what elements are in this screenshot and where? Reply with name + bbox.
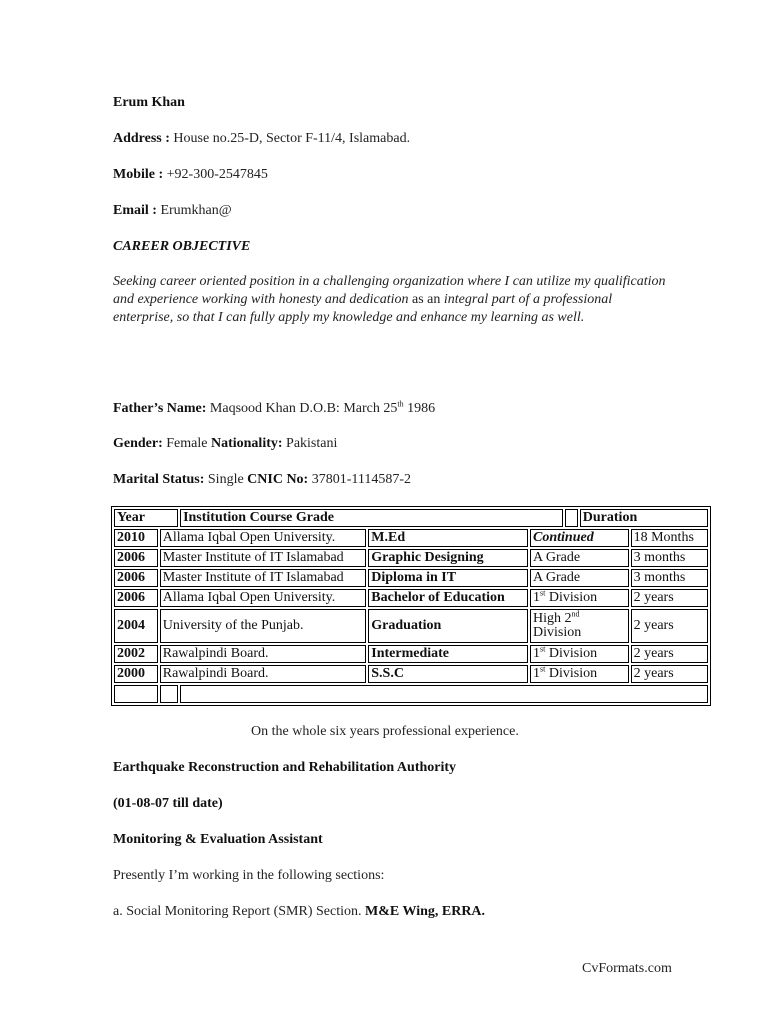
career-objective-heading: CAREER OBJECTIVE	[113, 239, 251, 254]
marital-value: Single	[207, 472, 244, 487]
duration-cell: 3 months	[631, 569, 708, 587]
address-line	[113, 131, 410, 147]
institution-cell: Rawalpindi Board.	[160, 645, 367, 663]
institution-cell: Rawalpindi Board.	[160, 665, 367, 683]
nationality-value: Pakistani	[286, 436, 338, 451]
duration-cell: 2 years	[631, 645, 708, 663]
duration-cell: 3 months	[631, 549, 708, 567]
father-value: Maqsood Khan	[209, 401, 296, 416]
course-cell: Graduation	[368, 609, 528, 643]
section-item-a-text: a. Social Monitoring Report (SMR) Section.	[113, 904, 362, 919]
duration-cell: 18 Months	[631, 529, 708, 547]
table-row	[114, 549, 708, 567]
course-cell: Graphic Designing	[368, 549, 528, 567]
father-dob-line	[113, 401, 435, 417]
dob-value: March 25th 1986	[343, 399, 436, 416]
marital-cnic-line	[113, 472, 411, 488]
empty-cell	[114, 685, 158, 703]
header-spacer	[565, 509, 578, 527]
table-empty-row	[114, 685, 708, 703]
year-cell: 2006	[114, 589, 158, 607]
table-row	[114, 609, 708, 643]
course-cell: Intermediate	[368, 645, 528, 663]
institution-cell: Master Institute of IT Islamabad	[160, 549, 367, 567]
table-row	[114, 665, 708, 683]
table-row	[114, 529, 708, 547]
gender-value: Female	[166, 436, 208, 451]
gender-label: Gender:	[113, 436, 163, 451]
nationality-label: Nationality:	[210, 436, 283, 451]
education-table	[111, 506, 711, 706]
email-line	[113, 203, 232, 219]
empty-cell	[180, 685, 708, 703]
grade-cell: Continued	[530, 529, 629, 547]
duration-cell: 2 years	[631, 609, 708, 643]
institution-cell: Allama Iqbal Open University.	[160, 529, 367, 547]
institution-cell: University of the Punjab.	[160, 609, 367, 643]
course-cell: S.S.C	[368, 665, 528, 683]
year-cell: 2010	[114, 529, 158, 547]
experience-summary: On the whole six years professional experience.	[251, 724, 519, 739]
header-duration: Duration	[580, 509, 708, 527]
objective-text-2: as an	[412, 292, 441, 307]
institution-cell: Master Institute of IT Islamabad	[160, 569, 367, 587]
grade-cell: High 2nd Division	[530, 609, 629, 643]
mobile-value: +92-300-2547845	[166, 167, 268, 182]
course-cell: Diploma in IT	[368, 569, 528, 587]
sections-intro: Presently I’m working in the following sections:	[113, 868, 385, 883]
year-cell: 2006	[114, 569, 158, 587]
job-position: Monitoring & Evaluation Assistant	[113, 832, 323, 847]
footer-watermark: CvFormats.com	[582, 961, 672, 976]
gender-nationality-line	[113, 436, 337, 452]
empty-cell	[160, 685, 178, 703]
marital-label: Marital Status:	[113, 472, 205, 487]
section-item-a-wing: M&E Wing, ERRA.	[364, 904, 486, 919]
header-institution: Institution Course Grade	[180, 509, 563, 527]
year-cell: 2002	[114, 645, 158, 663]
email-value: Erumkhan@	[160, 203, 232, 218]
table-row	[114, 589, 708, 607]
header-year: Year	[114, 509, 178, 527]
grade-cell: 1st Division	[530, 665, 629, 683]
objective-text-1: Seeking career oriented position in a challenging organization where I can utilize my qualification and experience working with honesty and dedication	[113, 274, 666, 307]
course-cell: Bachelor of Education	[368, 589, 528, 607]
cnic-label: CNIC No:	[247, 472, 309, 487]
section-item-a	[113, 904, 485, 920]
dob-label: D.O.B:	[299, 401, 340, 416]
objective-text-3: integral part of a professional enterprise, so that I can fully apply my knowledge and enhance my learning as well.	[113, 292, 613, 325]
candidate-name: Erum Khan	[113, 95, 185, 110]
year-cell: 2004	[114, 609, 158, 643]
grade-cell: A Grade	[530, 549, 629, 567]
mobile-label: Mobile :	[113, 167, 164, 182]
table-row	[114, 569, 708, 587]
cnic-value: 37801-1114587-2	[311, 472, 412, 487]
grade-cell: A Grade	[530, 569, 629, 587]
employment-period: (01-08-07 till date)	[113, 796, 223, 811]
organization-name: Earthquake Reconstruction and Rehabilitation Authority	[113, 760, 457, 775]
course-cell: M.Ed	[368, 529, 528, 547]
year-cell: 2006	[114, 549, 158, 567]
grade-cell: 1st Division	[530, 645, 629, 663]
duration-cell: 2 years	[631, 665, 708, 683]
table-row	[114, 645, 708, 663]
table-header-row	[114, 509, 708, 527]
career-objective-text	[113, 273, 673, 327]
father-label: Father’s Name:	[113, 401, 207, 416]
year-cell: 2000	[114, 665, 158, 683]
mobile-line	[113, 167, 268, 183]
institution-cell: Allama Iqbal Open University.	[160, 589, 367, 607]
duration-cell: 2 years	[631, 589, 708, 607]
address-value: House no.25-D, Sector F-11/4, Islamabad.	[173, 131, 411, 146]
email-label: Email :	[113, 203, 157, 218]
grade-cell: 1st Division	[530, 589, 629, 607]
address-label: Address :	[113, 131, 170, 146]
